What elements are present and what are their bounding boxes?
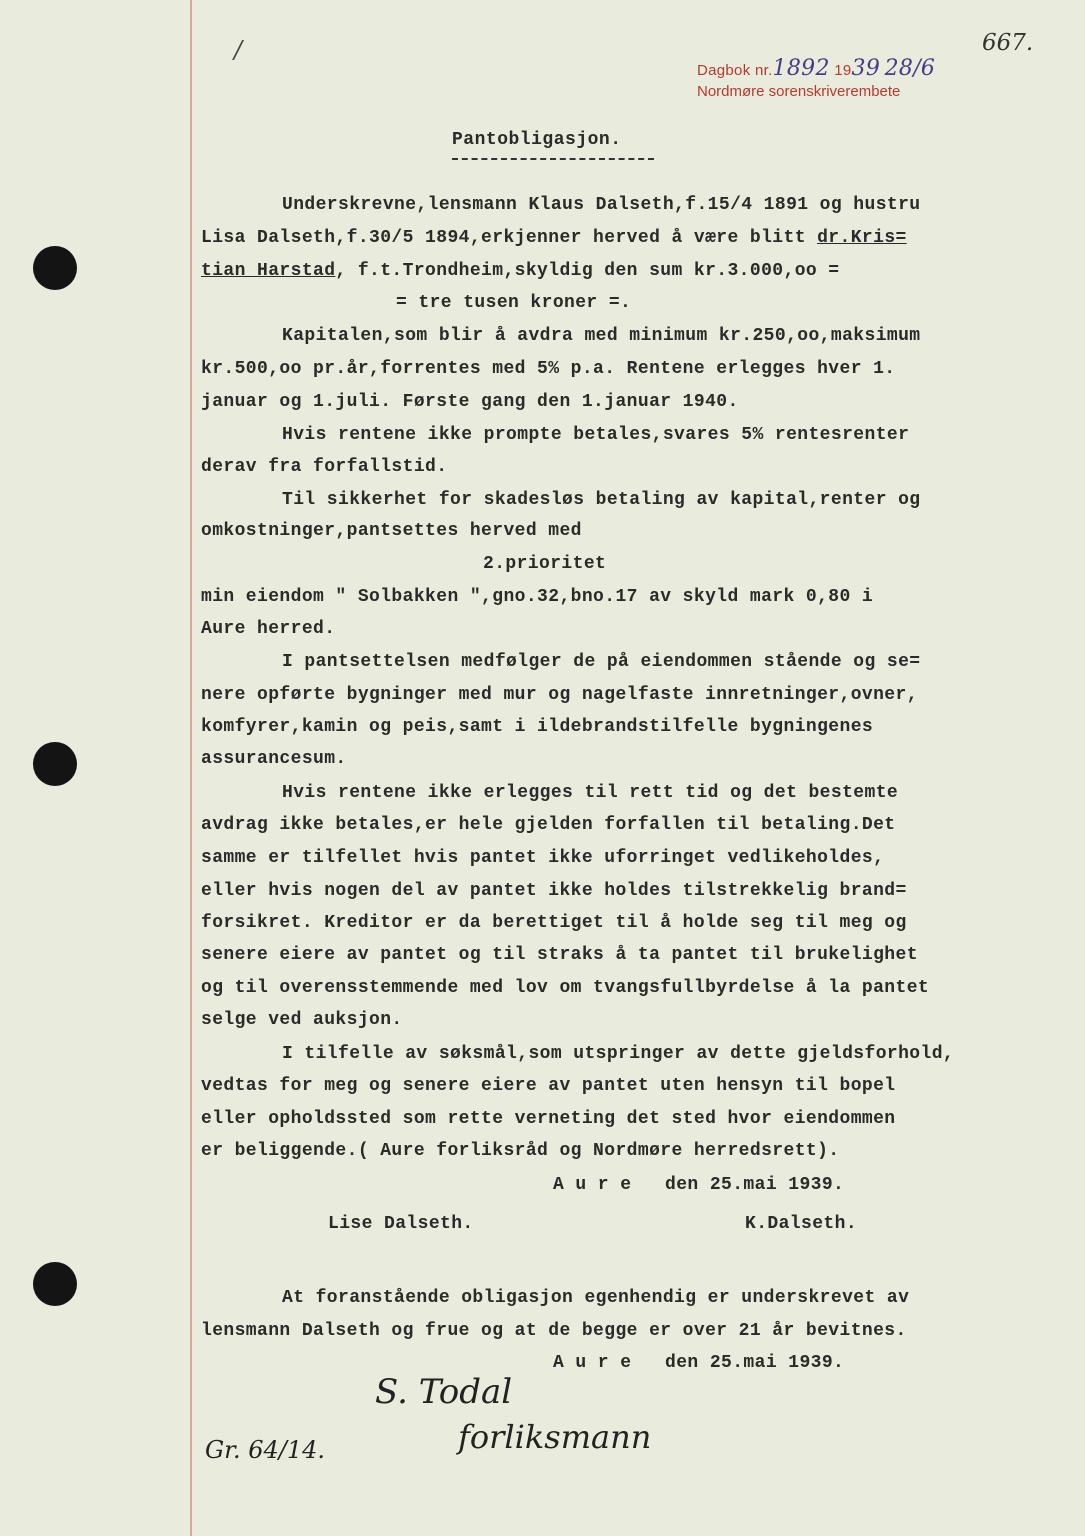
body-line <box>483 553 606 575</box>
body-line <box>328 1213 474 1235</box>
line-text: A u r e den 25.mai 1939. <box>553 1353 845 1373</box>
line-text: komfyrer,kamin og peis,samt i ildebrandstilfelle bygningenes <box>201 717 874 737</box>
body-line <box>201 814 896 836</box>
body-line <box>282 651 921 673</box>
line-text: 2.prioritet <box>483 554 607 574</box>
line-text: er beliggende.( Aure forliksråd og Nordmøre herredsrett). <box>201 1141 840 1161</box>
corner-mark: / <box>234 36 243 64</box>
page-number: 667. <box>982 30 1034 56</box>
body-line <box>201 1075 896 1097</box>
line-text: derav fra forfallstid. <box>201 457 448 477</box>
body-line <box>201 358 896 380</box>
line-text: nere opførte bygninger med mur og nagelfaste innretninger,ovner, <box>201 685 918 705</box>
body-line <box>201 456 447 478</box>
line-text: Kapitalen,som blir å avdra med minimum kr.250,oo,maksimum <box>282 326 921 346</box>
body-line <box>396 292 631 314</box>
line-text: januar og 1.juli. Første gang den 1.januar 1940. <box>201 392 739 412</box>
body-line <box>201 1108 896 1130</box>
body-line <box>282 325 921 347</box>
line-text: Aure herred. <box>201 619 336 639</box>
body-line <box>745 1213 857 1235</box>
stamp-year-suffix: 39 <box>851 56 881 81</box>
line-text: min eiendom " Solbakken ",gno.32,bno.17 av skyld mark 0,80 i <box>201 587 874 607</box>
line-text: Til sikkerhet for skadesløs betaling av kapital,renter og <box>282 490 921 510</box>
body-line <box>201 227 907 249</box>
body-line <box>201 944 918 966</box>
line-text: Hvis rentene ikke prompte betales,svares 5% rentesrenter <box>282 425 910 445</box>
body-line <box>201 716 873 738</box>
body-line <box>201 1320 907 1342</box>
underlined-name: tian Harstad <box>201 261 336 281</box>
line-text: A u r e den 25.mai 1939. <box>553 1175 845 1195</box>
body-line <box>201 586 873 608</box>
line-text: I pantsettelsen medfølger de på eiendommen stående og se= <box>282 652 921 672</box>
body-line <box>201 684 918 706</box>
handwritten-signature-title: forliksmann <box>458 1418 652 1456</box>
line-text: lensmann Dalseth og frue og at de begge er over 21 år bevitnes. <box>201 1321 907 1341</box>
line-text: assurancesum. <box>201 749 347 769</box>
line-text: kr.500,oo pr.år,forrentes med 5% p.a. Rentene erlegges hver 1. <box>201 359 896 379</box>
body-line <box>201 618 335 640</box>
line-text: selge ved auksjon. <box>201 1010 403 1030</box>
body-line <box>282 489 921 511</box>
stamp-number: 1892 <box>772 56 830 81</box>
title-underline <box>452 158 654 160</box>
punch-hole-middle <box>33 742 77 786</box>
body-line <box>553 1352 844 1374</box>
line-text-after: , f.t.Trondheim,skyldig den sum kr.3.000,oo = <box>335 261 840 281</box>
body-line <box>282 424 909 446</box>
body-line <box>201 260 840 282</box>
document-title: Pantobligasjon. <box>452 130 622 150</box>
line-text: Lise Dalseth. <box>328 1214 474 1234</box>
body-line <box>201 391 739 413</box>
line-text: K.Dalseth. <box>745 1214 858 1234</box>
line-text: avdrag ikke betales,er hele gjelden forfallen til betaling.Det <box>201 815 896 835</box>
body-line <box>201 912 907 934</box>
stamp-line-1 <box>697 56 997 81</box>
line-text: = tre tusen kroner =. <box>396 293 632 313</box>
body-line <box>282 1287 909 1309</box>
line-text: eller hvis nogen del av pantet ikke holdes tilstrekkelig brand= <box>201 881 907 901</box>
handwritten-signature-name: S. Todal <box>375 1372 513 1412</box>
body-line <box>282 1043 954 1065</box>
body-line <box>553 1174 844 1196</box>
stamp-year-prefix: 19 <box>834 62 852 79</box>
body-line <box>201 1009 403 1031</box>
registry-stamp <box>697 56 997 100</box>
body-line <box>201 1140 840 1162</box>
line-text: Underskrevne,lensmann Klaus Dalseth,f.15/4 1891 og hustru <box>282 195 921 215</box>
punch-hole-top <box>33 246 77 290</box>
body-line <box>201 880 907 902</box>
body-line <box>201 977 929 999</box>
handwritten-margin-note: Gr. 64/14. <box>205 1436 326 1464</box>
body-line <box>282 194 921 216</box>
stamp-office: Nordmøre sorenskriverembete <box>697 83 901 100</box>
body-line <box>201 847 884 869</box>
stamp-prefix: Dagbok nr. <box>697 62 773 79</box>
body-line <box>201 748 347 770</box>
underlined-name: dr.Kris= <box>817 228 907 248</box>
body-line <box>282 782 898 804</box>
line-text: eller opholdssted som rette verneting det sted hvor eiendommen <box>201 1109 896 1129</box>
punch-hole-bottom <box>33 1262 77 1306</box>
line-text: Hvis rentene ikke erlegges til rett tid og det bestemte <box>282 783 899 803</box>
margin-line <box>190 0 192 1536</box>
line-text: og til overensstemmende med lov om tvangsfullbyrdelse å la pantet <box>201 978 930 998</box>
line-text: At foranstående obligasjon egenhendig er underskrevet av <box>282 1288 910 1308</box>
line-text: forsikret. Kreditor er da berettiget til å holde seg til meg og <box>201 913 907 933</box>
line-text: senere eiere av pantet og til straks å ta pantet til brukelighet <box>201 945 918 965</box>
line-text: Lisa Dalseth,f.30/5 1894,erkjenner herved å være blitt <box>201 228 818 248</box>
line-text: samme er tilfellet hvis pantet ikke uforringet vedlikeholdes, <box>201 848 885 868</box>
line-text: vedtas for meg og senere eiere av pantet uten hensyn til bopel <box>201 1076 896 1096</box>
stamp-date: 28/6 <box>884 56 936 81</box>
body-line <box>201 520 582 542</box>
line-text: I tilfelle av søksmål,som utspringer av dette gjeldsforhold, <box>282 1044 955 1064</box>
line-text: omkostninger,pantsettes herved med <box>201 521 582 541</box>
